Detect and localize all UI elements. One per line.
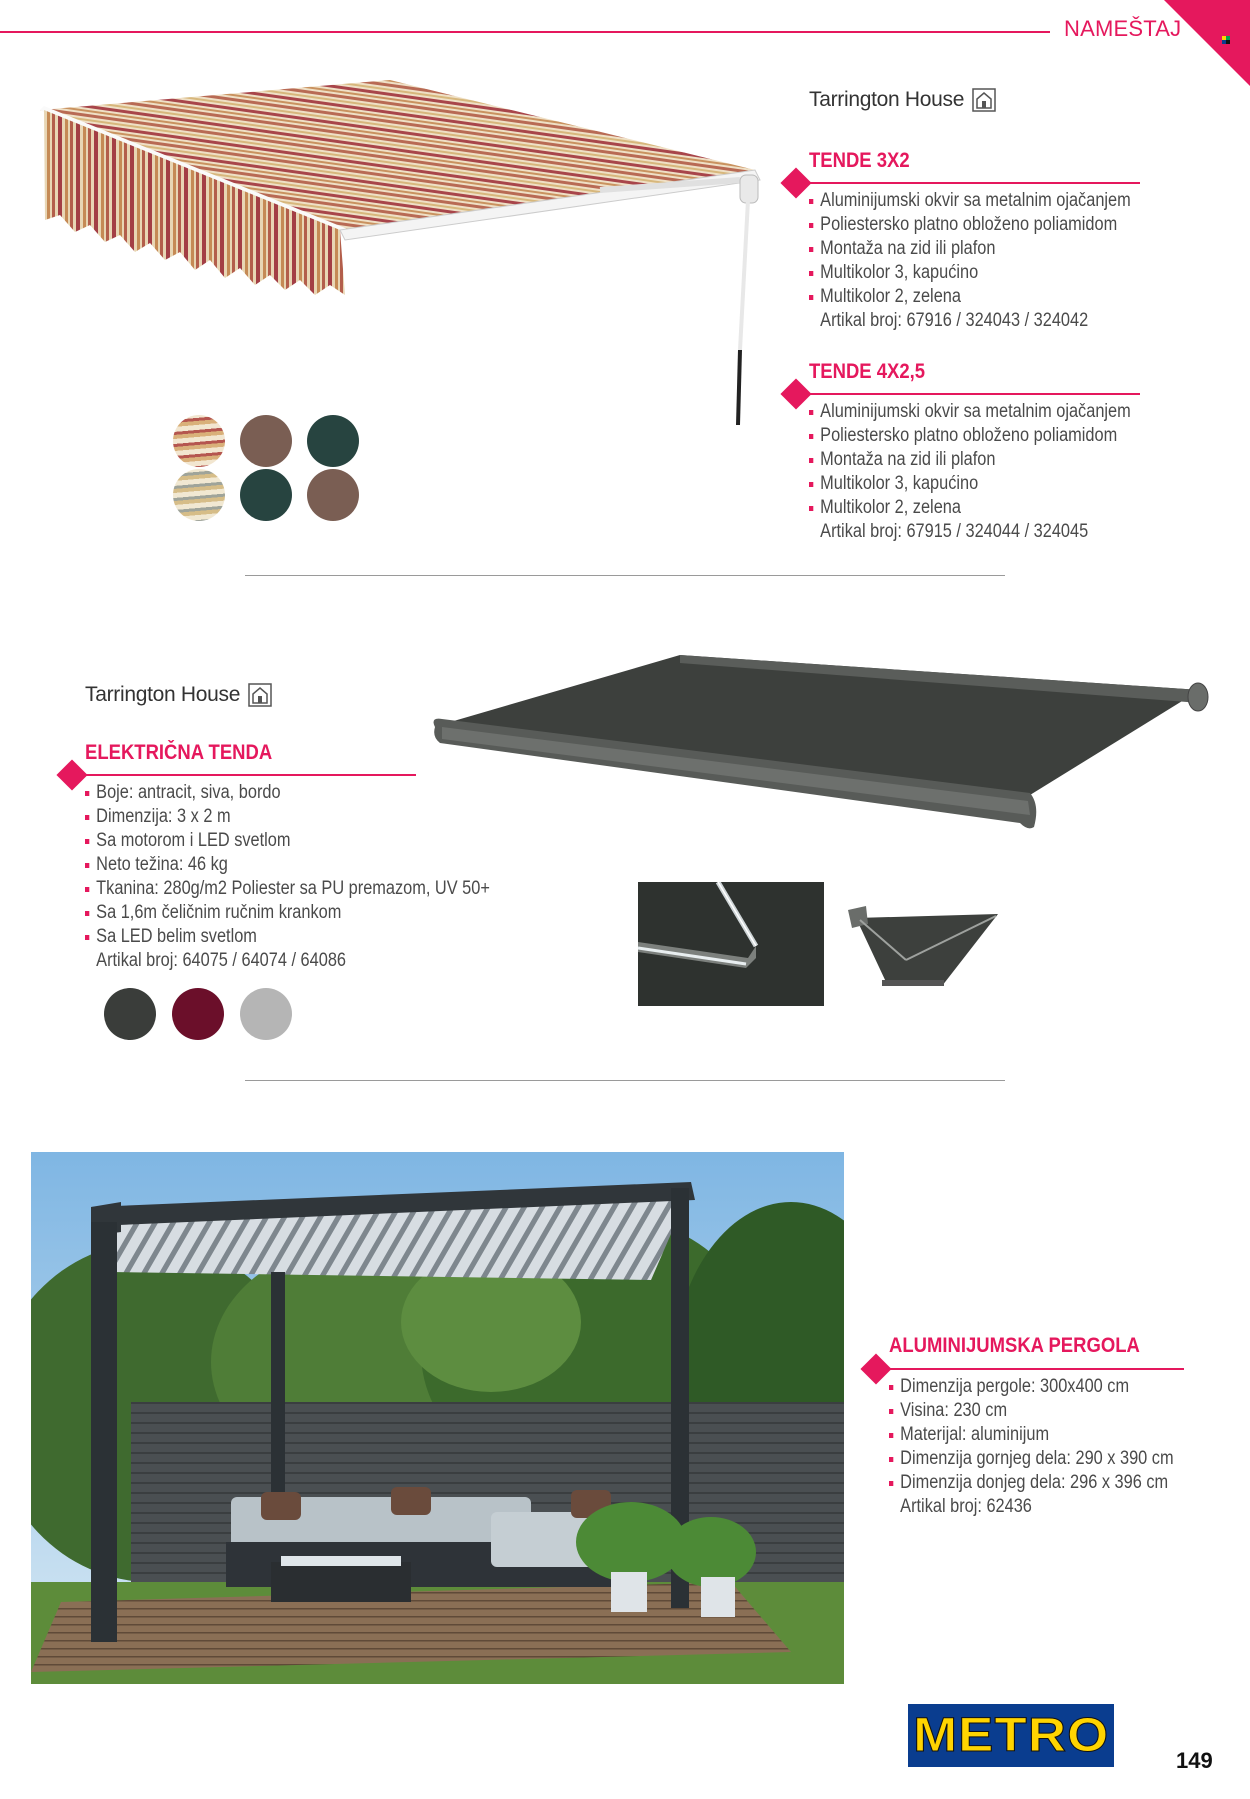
- section-label: NAMEŠTAJ: [1064, 16, 1182, 41]
- corner-color-dots: [1222, 36, 1230, 44]
- list-item: Materijal: aluminijum: [889, 1423, 1174, 1447]
- title-rule: [800, 393, 1140, 395]
- accent-diamond: [780, 378, 811, 409]
- feature-list-tende-3x2: [809, 189, 1183, 309]
- awning-side-image: [846, 900, 1006, 990]
- accent-diamond: [780, 167, 811, 198]
- feature-list-tende-4x2-5: [809, 400, 1183, 520]
- header-rule: [0, 31, 1050, 33]
- swatch-multikolor-2: [173, 469, 225, 521]
- swatch-multikolor-3: [173, 415, 225, 467]
- swatch-zelena: [307, 415, 359, 467]
- list-item: Montaža na zid ili plafon: [809, 448, 1131, 472]
- list-item: Montaža na zid ili plafon: [809, 237, 1131, 261]
- list-item: Poliestersko platno obloženo poliamidom: [809, 424, 1131, 448]
- list-item: Dimenzija donjeg dela: 296 x 396 cm: [889, 1471, 1174, 1495]
- list-item: Multikolor 3, kapućino: [809, 472, 1131, 496]
- led-detail-image: [638, 882, 824, 1006]
- swatch-antracit: [104, 988, 156, 1040]
- swatch-kapucino: [240, 415, 292, 467]
- product-title-tende-4x2-5: TENDE 4X2,5: [809, 360, 926, 383]
- section-divider: [245, 575, 1005, 576]
- product-title-aluminijumska-pergola: ALUMINIJUMSKA PERGOLA: [889, 1334, 1140, 1357]
- list-item: Visina: 230 cm: [889, 1399, 1174, 1423]
- section-divider: [245, 1080, 1005, 1081]
- page-number: 149: [1176, 1748, 1213, 1773]
- electric-awning-image: [430, 655, 1210, 835]
- list-item: Boje: antracit, siva, bordo: [85, 781, 490, 805]
- swatch-zelena-2: [240, 469, 292, 521]
- house-icon: [248, 683, 272, 707]
- brand-tarrington-house: Tarrington House: [85, 683, 272, 707]
- pergola-photo: [31, 1152, 844, 1684]
- list-item: Neto težina: 46 kg: [85, 853, 490, 877]
- list-item: Aluminijumski okvir sa metalnim ojačanjem: [809, 400, 1131, 424]
- list-item: Sa 1,6m čeličnim ručnim krankom: [85, 901, 490, 925]
- house-icon: [972, 88, 996, 112]
- accent-diamond: [56, 759, 87, 790]
- list-item: Aluminijumski okvir sa metalnim ojačanjem: [809, 189, 1131, 213]
- article-number-pergola: Artikal broj: 62436: [900, 1496, 1032, 1517]
- article-number-tende-3x2: Artikal broj: 67916 / 324043 / 324042: [820, 310, 1089, 331]
- list-item: Sa LED belim svetlom: [85, 925, 490, 949]
- feature-list-pergola: [889, 1375, 1220, 1495]
- list-item: Dimenzija: 3 x 2 m: [85, 805, 490, 829]
- list-item: Tkanina: 280g/m2 Poliester sa PU premazom, UV 50+: [85, 877, 490, 901]
- list-item: Multikolor 3, kapućino: [809, 261, 1131, 285]
- list-item: Dimenzija pergole: 300x400 cm: [889, 1375, 1174, 1399]
- product-title-elektricna-tenda: ELEKTRIČNA TENDA: [85, 741, 273, 764]
- list-item: Sa motorom i LED svetlom: [85, 829, 490, 853]
- striped-awning-image: [40, 80, 780, 440]
- accent-diamond: [860, 1353, 891, 1384]
- swatch-kapucino-2: [307, 469, 359, 521]
- list-item: Dimenzija gornjeg dela: 290 x 390 cm: [889, 1447, 1174, 1471]
- corner-tab: [1164, 0, 1250, 86]
- title-rule: [76, 774, 416, 776]
- title-rule: [800, 182, 1140, 184]
- article-number-tende-4x2-5: Artikal broj: 67915 / 324044 / 324045: [820, 521, 1089, 542]
- article-number-elektricna-tenda: Artikal broj: 64075 / 64074 / 64086: [96, 950, 346, 971]
- product-title-tende-3x2: TENDE 3X2: [809, 149, 910, 172]
- metro-logo: METRO: [908, 1704, 1114, 1767]
- swatch-bordo: [172, 988, 224, 1040]
- title-rule: [880, 1368, 1184, 1370]
- list-item: Multikolor 2, zelena: [809, 496, 1131, 520]
- brand-tarrington-house: Tarrington House: [809, 88, 996, 112]
- swatch-siva: [240, 988, 292, 1040]
- list-item: Poliestersko platno obloženo poliamidom: [809, 213, 1131, 237]
- list-item: Multikolor 2, zelena: [809, 285, 1131, 309]
